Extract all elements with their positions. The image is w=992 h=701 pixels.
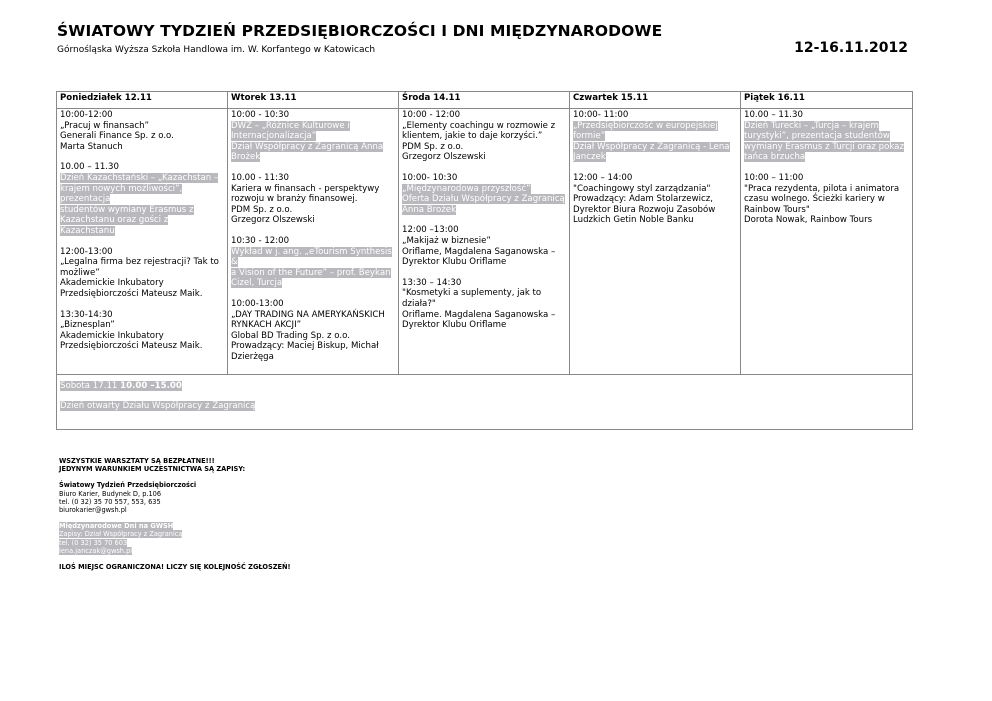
event-detail xyxy=(573,131,737,142)
event-text: Dzień Turecki – „Turcja – krajem xyxy=(744,120,879,131)
event-detail xyxy=(60,121,224,132)
event-text: Prowadzący: Adam Stolarzewicz, Dyrektor Biura Rozwoju Zasobów Ludzkich Getin Noble Banku xyxy=(573,194,716,226)
event-block xyxy=(402,225,566,267)
event-detail xyxy=(60,320,224,331)
event-detail xyxy=(231,184,395,205)
event-time xyxy=(573,173,737,184)
event-text: „Legalna firma bez rejestracji? Tak to możliwe” xyxy=(60,257,219,278)
event-detail xyxy=(744,215,909,226)
event-detail xyxy=(231,341,395,362)
event-text: Akademickie Inkubatory Przedsiębiorczości Mateusz Maik. xyxy=(60,278,203,299)
event-time xyxy=(231,299,395,310)
event-detail xyxy=(231,205,395,216)
event-text: 12:00 –13:00 xyxy=(402,225,459,236)
event-text: Grzegorz Olszewski xyxy=(402,152,486,163)
event-detail xyxy=(60,173,224,184)
dm-contact-email[interactable]: lena.janczak@gwsh.pl xyxy=(59,546,133,555)
event-detail xyxy=(231,247,395,268)
schedule-header-row xyxy=(57,92,913,109)
event-text: Dział Współpracy z Zagranicą Anna xyxy=(231,141,384,152)
event-text: „Biznesplan” xyxy=(60,320,115,331)
event-text: wymiany Erasmus z Turcji oraz pokaz xyxy=(744,141,904,152)
event-text: 10.00 – 11.30 xyxy=(60,162,119,173)
saturday-description xyxy=(60,401,909,412)
day-header-wednesday: Środa 14.11 xyxy=(399,92,570,109)
event-detail xyxy=(573,184,737,195)
event-time xyxy=(231,110,395,121)
event-text: formie” xyxy=(573,131,606,142)
event-text: Oriflame, Magdalena Saganowska – Dyrektor Klubu Oriflame xyxy=(402,246,556,268)
event-block xyxy=(402,278,566,331)
event-text: 10:00- 11:00 xyxy=(573,110,629,120)
event-text: PDM Sp. z o.o. xyxy=(231,204,293,215)
event-detail xyxy=(60,278,224,299)
day-header-friday: Piątek 16.11 xyxy=(741,92,913,109)
event-block xyxy=(60,310,224,352)
event-detail xyxy=(231,152,395,163)
event-time xyxy=(402,278,566,289)
event-detail xyxy=(573,142,737,153)
event-text: Prowadzący: Maciej Biskup, Michał Dzierżęga xyxy=(231,341,379,362)
day-cell-wednesday xyxy=(399,109,570,375)
event-text: Grzegorz Olszewski xyxy=(231,215,315,226)
saturday-row xyxy=(57,375,913,430)
event-time xyxy=(573,110,737,121)
event-detail xyxy=(231,131,395,142)
event-detail xyxy=(60,215,224,236)
event-text: turystyki”, prezentacja studentów xyxy=(744,131,890,142)
event-text: 10:30 - 12:00 xyxy=(231,235,290,246)
event-detail xyxy=(402,205,566,216)
event-text: "Kosmetyki a suplementy, jak to działa?" xyxy=(402,288,542,309)
event-text: Kazachstanu oraz gości z Kazachstanu xyxy=(60,215,169,236)
event-text: a Vision of the Future” – prof. Beykan xyxy=(231,267,391,278)
event-detail xyxy=(231,278,395,289)
event-text: Dzień Kazachstański – „Kazachstan – xyxy=(60,172,219,183)
stp-contact xyxy=(59,481,291,514)
registration-condition: JEDYNYM WARUNKIEM UCZESTNICTWA SĄ ZAPISY: xyxy=(59,465,246,474)
event-detail xyxy=(402,236,566,247)
dm-contact xyxy=(59,522,291,555)
event-detail xyxy=(60,205,224,216)
event-dates: 12-16.11.2012 xyxy=(794,40,908,56)
event-text: 12:00 – 14:00 xyxy=(573,172,633,183)
day-header-tuesday: Wtorek 13.11 xyxy=(228,92,399,109)
saturday-date-line xyxy=(60,381,909,392)
event-block xyxy=(231,236,395,289)
day-header-monday: Poniedziałek 12.11 xyxy=(57,92,228,109)
event-detail xyxy=(231,215,395,226)
event-text: krajem nowych możliwości”, prezentacja xyxy=(60,183,183,205)
limited-places-note: ILOŚ MIEJSC OGRANICZONA! LICZY SIĘ KOLEJNOŚĆ ZGŁOSZEŃ! xyxy=(59,563,291,572)
event-text: Brożek xyxy=(231,152,261,163)
event-time xyxy=(744,173,909,184)
event-detail xyxy=(402,184,566,195)
event-detail xyxy=(231,331,395,342)
event-block xyxy=(573,173,737,226)
event-detail xyxy=(60,257,224,278)
event-block xyxy=(744,110,909,163)
event-text: „Elementy coachingu w rozmowie z klientem, jakie to daje korzyści.” xyxy=(402,120,556,142)
event-text: Cizel, Turcja xyxy=(231,278,283,289)
event-text: „Pracuj w finansach” xyxy=(60,120,149,131)
event-text: „Makijaż w biznesie” xyxy=(402,235,491,246)
day-header-thursday: Czwartek 15.11 xyxy=(570,92,741,109)
event-time xyxy=(402,225,566,236)
footer-info xyxy=(59,457,291,571)
event-text: Oriflame. Magdalena Saganowska – Dyrektor Klubu Oriflame xyxy=(402,309,556,331)
event-block xyxy=(60,247,224,300)
event-time xyxy=(60,162,224,173)
stp-contact-title: Światowy Tydzień Przedsiębiorczości xyxy=(59,481,197,490)
event-detail xyxy=(573,194,737,226)
event-text: Anna Brożek xyxy=(402,204,457,215)
stp-contact-email[interactable]: biurokarier@gwsh.pl xyxy=(59,506,127,515)
schedule-day-row xyxy=(57,109,913,375)
event-text: 10:00-12:00 xyxy=(60,110,113,120)
event-block xyxy=(231,173,395,226)
dm-contact-title: Międzynarodowe Dni na GWSH xyxy=(59,522,174,531)
schedule-table xyxy=(56,91,913,430)
event-detail xyxy=(744,152,909,163)
event-block xyxy=(402,110,566,163)
event-time xyxy=(231,236,395,247)
event-time xyxy=(60,310,224,321)
event-detail xyxy=(60,142,224,153)
event-text: 13:30 – 14:30 xyxy=(402,277,462,288)
event-detail xyxy=(402,247,566,268)
event-block xyxy=(231,299,395,363)
event-time xyxy=(744,110,909,121)
event-time xyxy=(231,173,395,184)
event-time xyxy=(402,173,566,184)
event-text: 10:00 - 10:30 xyxy=(231,110,290,120)
event-text: DWZ – „Różnice Kulturowe i xyxy=(231,120,350,131)
event-text: 10:00 – 11:00 xyxy=(744,172,804,183)
day-cell-tuesday xyxy=(228,109,399,375)
event-text: „Międzynarodowa przyszłość” xyxy=(402,183,531,194)
stp-contact-phone: tel. (0 32) 35 70 557, 553, 635 xyxy=(59,497,161,506)
event-detail xyxy=(231,268,395,279)
event-block xyxy=(744,173,909,226)
event-detail xyxy=(60,131,224,142)
event-time xyxy=(60,247,224,258)
event-block xyxy=(573,110,737,163)
event-detail xyxy=(573,152,737,163)
saturday-time: 10.00 –15.00 xyxy=(120,381,182,392)
event-text: Marta Stanuch xyxy=(60,141,123,152)
event-detail xyxy=(402,310,566,331)
dm-contact-phone: tel. (0 32) 35 70 603 xyxy=(59,538,128,547)
event-text: Global BD Trading Sp. z o.o. xyxy=(231,330,350,341)
event-detail xyxy=(231,142,395,153)
dm-contact-registration: Zapisy: Dział Współpracy z Zagranicą xyxy=(59,530,183,539)
event-text: 10:00-13:00 xyxy=(231,298,284,309)
event-detail xyxy=(402,142,566,153)
event-text: 10:00- 10:30 xyxy=(402,172,458,183)
event-detail xyxy=(402,194,566,205)
event-detail xyxy=(744,131,909,142)
event-block xyxy=(60,162,224,236)
event-text: Oferta Działu Współpracy z Zagranicą xyxy=(402,194,565,205)
event-detail xyxy=(60,184,224,205)
page-title: ŚWIATOWY TYDZIEŃ PRZEDSIĘBIORCZOŚCI I DNI MIĘDZYNARODOWE xyxy=(57,22,663,40)
event-text: „DAY TRADING NA AMERYKAŃSKICH RYNKACH AKCJI” xyxy=(231,309,385,331)
event-text: 12:00-13:00 xyxy=(60,246,113,257)
event-block xyxy=(402,173,566,215)
free-workshops-note: WSZYSTKIE WARSZTATY SĄ BEZPŁATNE!!! xyxy=(59,457,215,465)
event-block xyxy=(231,110,395,163)
event-text: PDM Sp. z o.o. xyxy=(402,141,464,152)
event-time xyxy=(60,110,224,121)
event-text: 10.00 - 11:30 xyxy=(231,172,289,183)
event-detail xyxy=(402,152,566,163)
event-detail xyxy=(744,142,909,153)
registration-note xyxy=(59,457,291,473)
event-detail xyxy=(402,288,566,309)
event-text: Akademickie Inkubatory Przedsiębiorczości Mateusz Maik. xyxy=(60,330,203,352)
event-text: Kariera w finansach - perspektywy rozwoju w branży finansowej. xyxy=(231,183,380,205)
event-text: tańca brzucha xyxy=(744,152,806,163)
saturday-description-text: Dzień otwarty Działu Współpracy z Zagranicą xyxy=(60,401,256,412)
day-cell-monday xyxy=(57,109,228,375)
event-detail xyxy=(60,331,224,352)
event-text: 10.00 – 11.30 xyxy=(744,110,803,120)
day-cell-friday xyxy=(741,109,913,375)
event-text: Dorota Nowak, Rainbow Tours xyxy=(744,215,873,226)
event-text: studentów wymiany Erasmus z xyxy=(60,204,194,215)
event-text: Generali Finance Sp. z o.o. xyxy=(60,131,174,142)
event-text: Dział Współpracy z Zagranicą - Lena xyxy=(573,141,730,152)
event-detail xyxy=(744,121,909,132)
stp-contact-address: Biuro Karier, Budynek D, p.106 xyxy=(59,489,162,498)
page-subtitle: Górnośląska Wyższa Szkoła Handlowa im. W. Korfantego w Katowicach xyxy=(57,45,376,55)
event-text: Wykład w j. ang. „eTourism Synthesis & xyxy=(231,246,392,268)
event-text: „Przedsiębiorczość w europejskiej xyxy=(573,120,718,131)
event-text: Janczek xyxy=(573,152,606,163)
event-detail xyxy=(231,121,395,132)
event-text: "Praca rezydenta, pilota i animatora czasu wolnego. Ścieżki kariery w Rainbow Tours" xyxy=(744,183,900,215)
saturday-day: Sobota 17.11 xyxy=(60,381,121,392)
event-text: 13:30-14:30 xyxy=(60,309,113,320)
event-detail xyxy=(402,121,566,142)
event-detail xyxy=(744,184,909,216)
event-text: "Coachingowy styl zarządzania" xyxy=(573,183,711,194)
event-detail xyxy=(573,121,737,132)
event-time xyxy=(402,110,566,121)
saturday-cell xyxy=(57,375,913,430)
event-text: Internacjonalizacja” xyxy=(231,131,317,142)
day-cell-thursday xyxy=(570,109,741,375)
event-detail xyxy=(231,310,395,331)
event-block xyxy=(60,110,224,152)
event-text: 10:00 - 12:00 xyxy=(402,110,461,120)
